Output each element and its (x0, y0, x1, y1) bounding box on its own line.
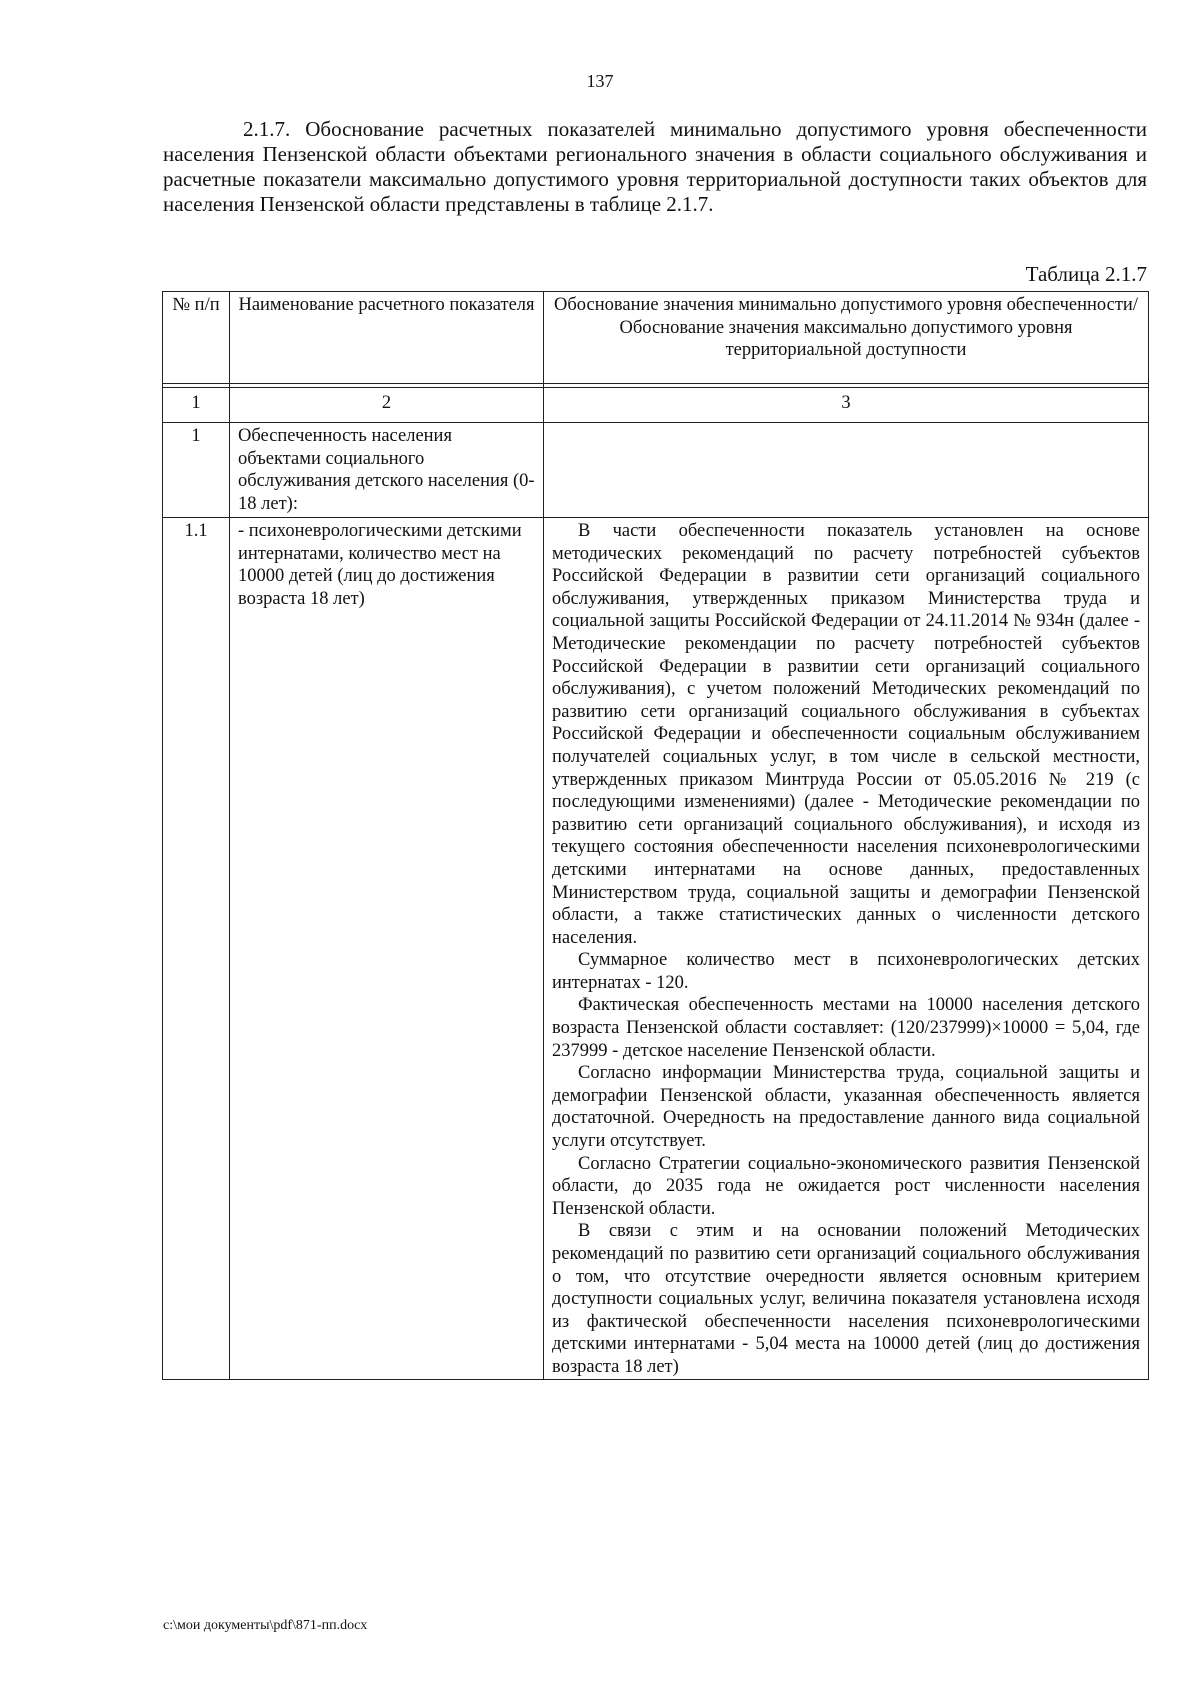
header-justification-line1: Обоснование значения минимально допустимого уровня обеспеченности/ (554, 295, 1138, 315)
table-header-row (163, 292, 1149, 384)
column-number-2: 2 (230, 388, 544, 423)
row-justification (544, 518, 1149, 1380)
header-indicator-name: Наименование расчетного показателя (230, 292, 544, 384)
table-row (163, 518, 1149, 1380)
justification-paragraph: В части обеспеченности показатель установлен на основе методических рекомендаций по расчету потребностей субъектов Российской Федерации в развитии сети организаций социального обслуживания, утвержденных приказом Министерства труда и социальной защиты Российской Федерации от 24.11.2014 № 934н (далее - Методические рекомендации по расчету потребностей субъектов Российской Федерации в развитии сети организаций социального обслуживания), с учетом положений Методических рекомендаций по развитию сети организаций социального обслуживания в субъектах Российской Федерации и обеспеченности социальным обслуживанием получателей социальных услуг, в том числе в сельской местности, утвержденных приказом Минтруда России от 05.05.2016 № 219 (с последующими изменениями) (далее - Методические рекомендации по развитию сети организаций социального обслуживания), и исходя из текущего состояния обеспеченности населения психоневрологическими детскими интернатами на основе данных, предоставленных Министерством труда, социальной защиты и демографии Пензенской области, а также статистических данных о численности детского населения. (552, 521, 1140, 948)
table-caption: Таблица 2.1.7 (1025, 262, 1147, 286)
row-indicator-name: Обеспеченность населения объектами социального обслуживания детского населения (0-18 лет): (230, 423, 544, 518)
justification-paragraph: Согласно информации Министерства труда, социальной защиты и демографии Пензенской области, указанная обеспеченность является достаточной. Очередность на предоставление данного вида социальной услуги отсутствует. (552, 1063, 1140, 1152)
column-number-1: 1 (163, 388, 230, 423)
column-number-3: 3 (544, 388, 1149, 423)
footer-file-path: c:\мои документы\pdf\871-пп.docx (163, 1618, 368, 1633)
table-row (163, 423, 1149, 518)
indicators-table (162, 291, 1149, 1380)
header-number: № п/п (163, 292, 230, 384)
row-number: 1.1 (163, 518, 230, 1380)
row-justification (544, 423, 1149, 518)
justification-paragraph: Фактическая обеспеченность местами на 10000 населения детского возраста Пензенской области составляет: (120/237999)×10000 = 5,04, где 237999 - детское население Пензенской области. (552, 995, 1140, 1061)
row-number: 1 (163, 423, 230, 518)
column-number-row (163, 388, 1149, 423)
justification-paragraph: Согласно Стратегии социально-экономического развития Пензенской области, до 2035 года не ожидается рост численности населения Пензенской области. (552, 1153, 1140, 1219)
page-number: 137 (586, 71, 614, 91)
justification-paragraph: В связи с этим и на основании положений Методических рекомендаций по развитию сети организаций социального обслуживания о том, что отсутствие очередности является основным критерием доступности социальных услуг, величина показателя установлена исходя из фактической обеспеченности населения психоневрологическими детскими интернатами - 5,04 места на 10000 детей (лиц до достижения возраста 18 лет) (552, 1221, 1140, 1377)
justification-paragraph: Суммарное количество мест в психоневрологических детских интернатах - 120. (552, 950, 1140, 993)
header-justification (544, 292, 1149, 384)
row-indicator-name: - психоневрологическими детскими интернатами, количество мест на 10000 детей (лиц до достижения возраста 18 лет) (230, 518, 544, 1380)
intro-paragraph: 2.1.7. Обоснование расчетных показателей минимально допустимого уровня обеспеченности населения Пензенской области объектами регионального значения в области социального обслуживания и расчетные показатели максимально допустимого уровня территориальной доступности таких объектов для населения Пензенской области представлены в таблице 2.1.7. (163, 117, 1147, 216)
header-justification-line2: Обоснование значения максимально допустимого уровня территориальной доступности (619, 317, 1073, 361)
